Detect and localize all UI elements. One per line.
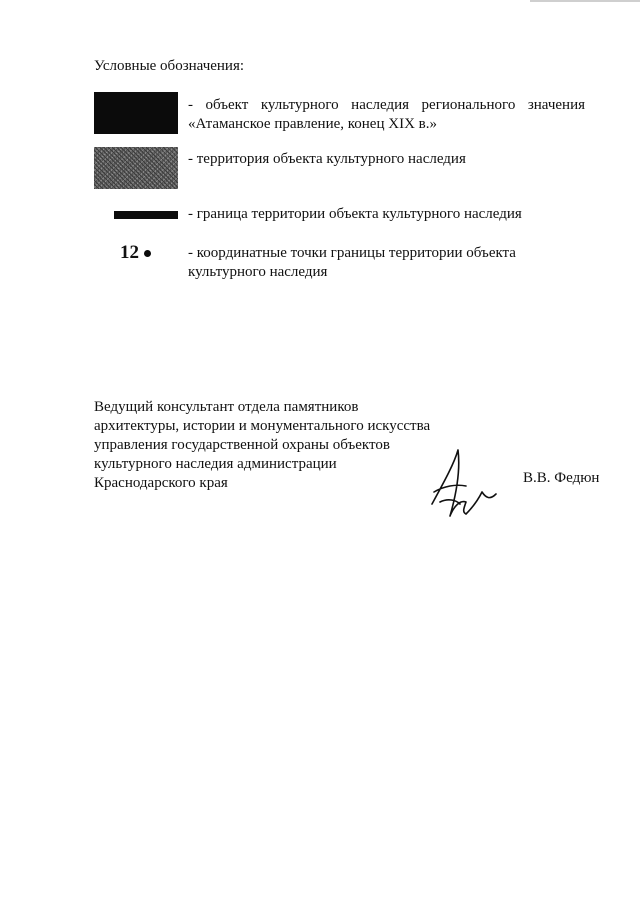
signer-position-line: архитектуры, истории и монументального искусства bbox=[94, 418, 431, 434]
handwritten-signature-icon bbox=[420, 442, 500, 522]
signer-name: В.В. Федюн bbox=[523, 470, 600, 486]
legend-text-points: - координатные точки границы территории объекта культурного наследия bbox=[188, 245, 516, 280]
legend-text-object: - объект культурного наследия регионального значения «Атаманское правление, конец XIX в.» bbox=[188, 97, 585, 132]
signer-position-line: Краснодарского края bbox=[94, 475, 228, 491]
point-dot-icon bbox=[144, 250, 151, 257]
signer-position-line: Ведущий консультант отдела памятников bbox=[94, 399, 359, 415]
territory-swatch-icon bbox=[94, 147, 178, 189]
object-swatch-icon bbox=[94, 92, 178, 134]
legend-text-territory: - территория объекта культурного наследия bbox=[188, 151, 466, 167]
boundary-line-icon bbox=[114, 211, 178, 219]
legend-heading: Условные обозначения: bbox=[94, 58, 245, 74]
signer-position bbox=[94, 398, 430, 493]
signer-position-line: управления государственной охраны объектов bbox=[94, 437, 390, 453]
legend-text-boundary: - граница территории объекта культурного наследия bbox=[188, 206, 522, 222]
scan-edge-line bbox=[530, 0, 640, 2]
signer-position-line: культурного наследия администрации bbox=[94, 456, 337, 472]
point-number-label: 12 bbox=[120, 242, 139, 263]
